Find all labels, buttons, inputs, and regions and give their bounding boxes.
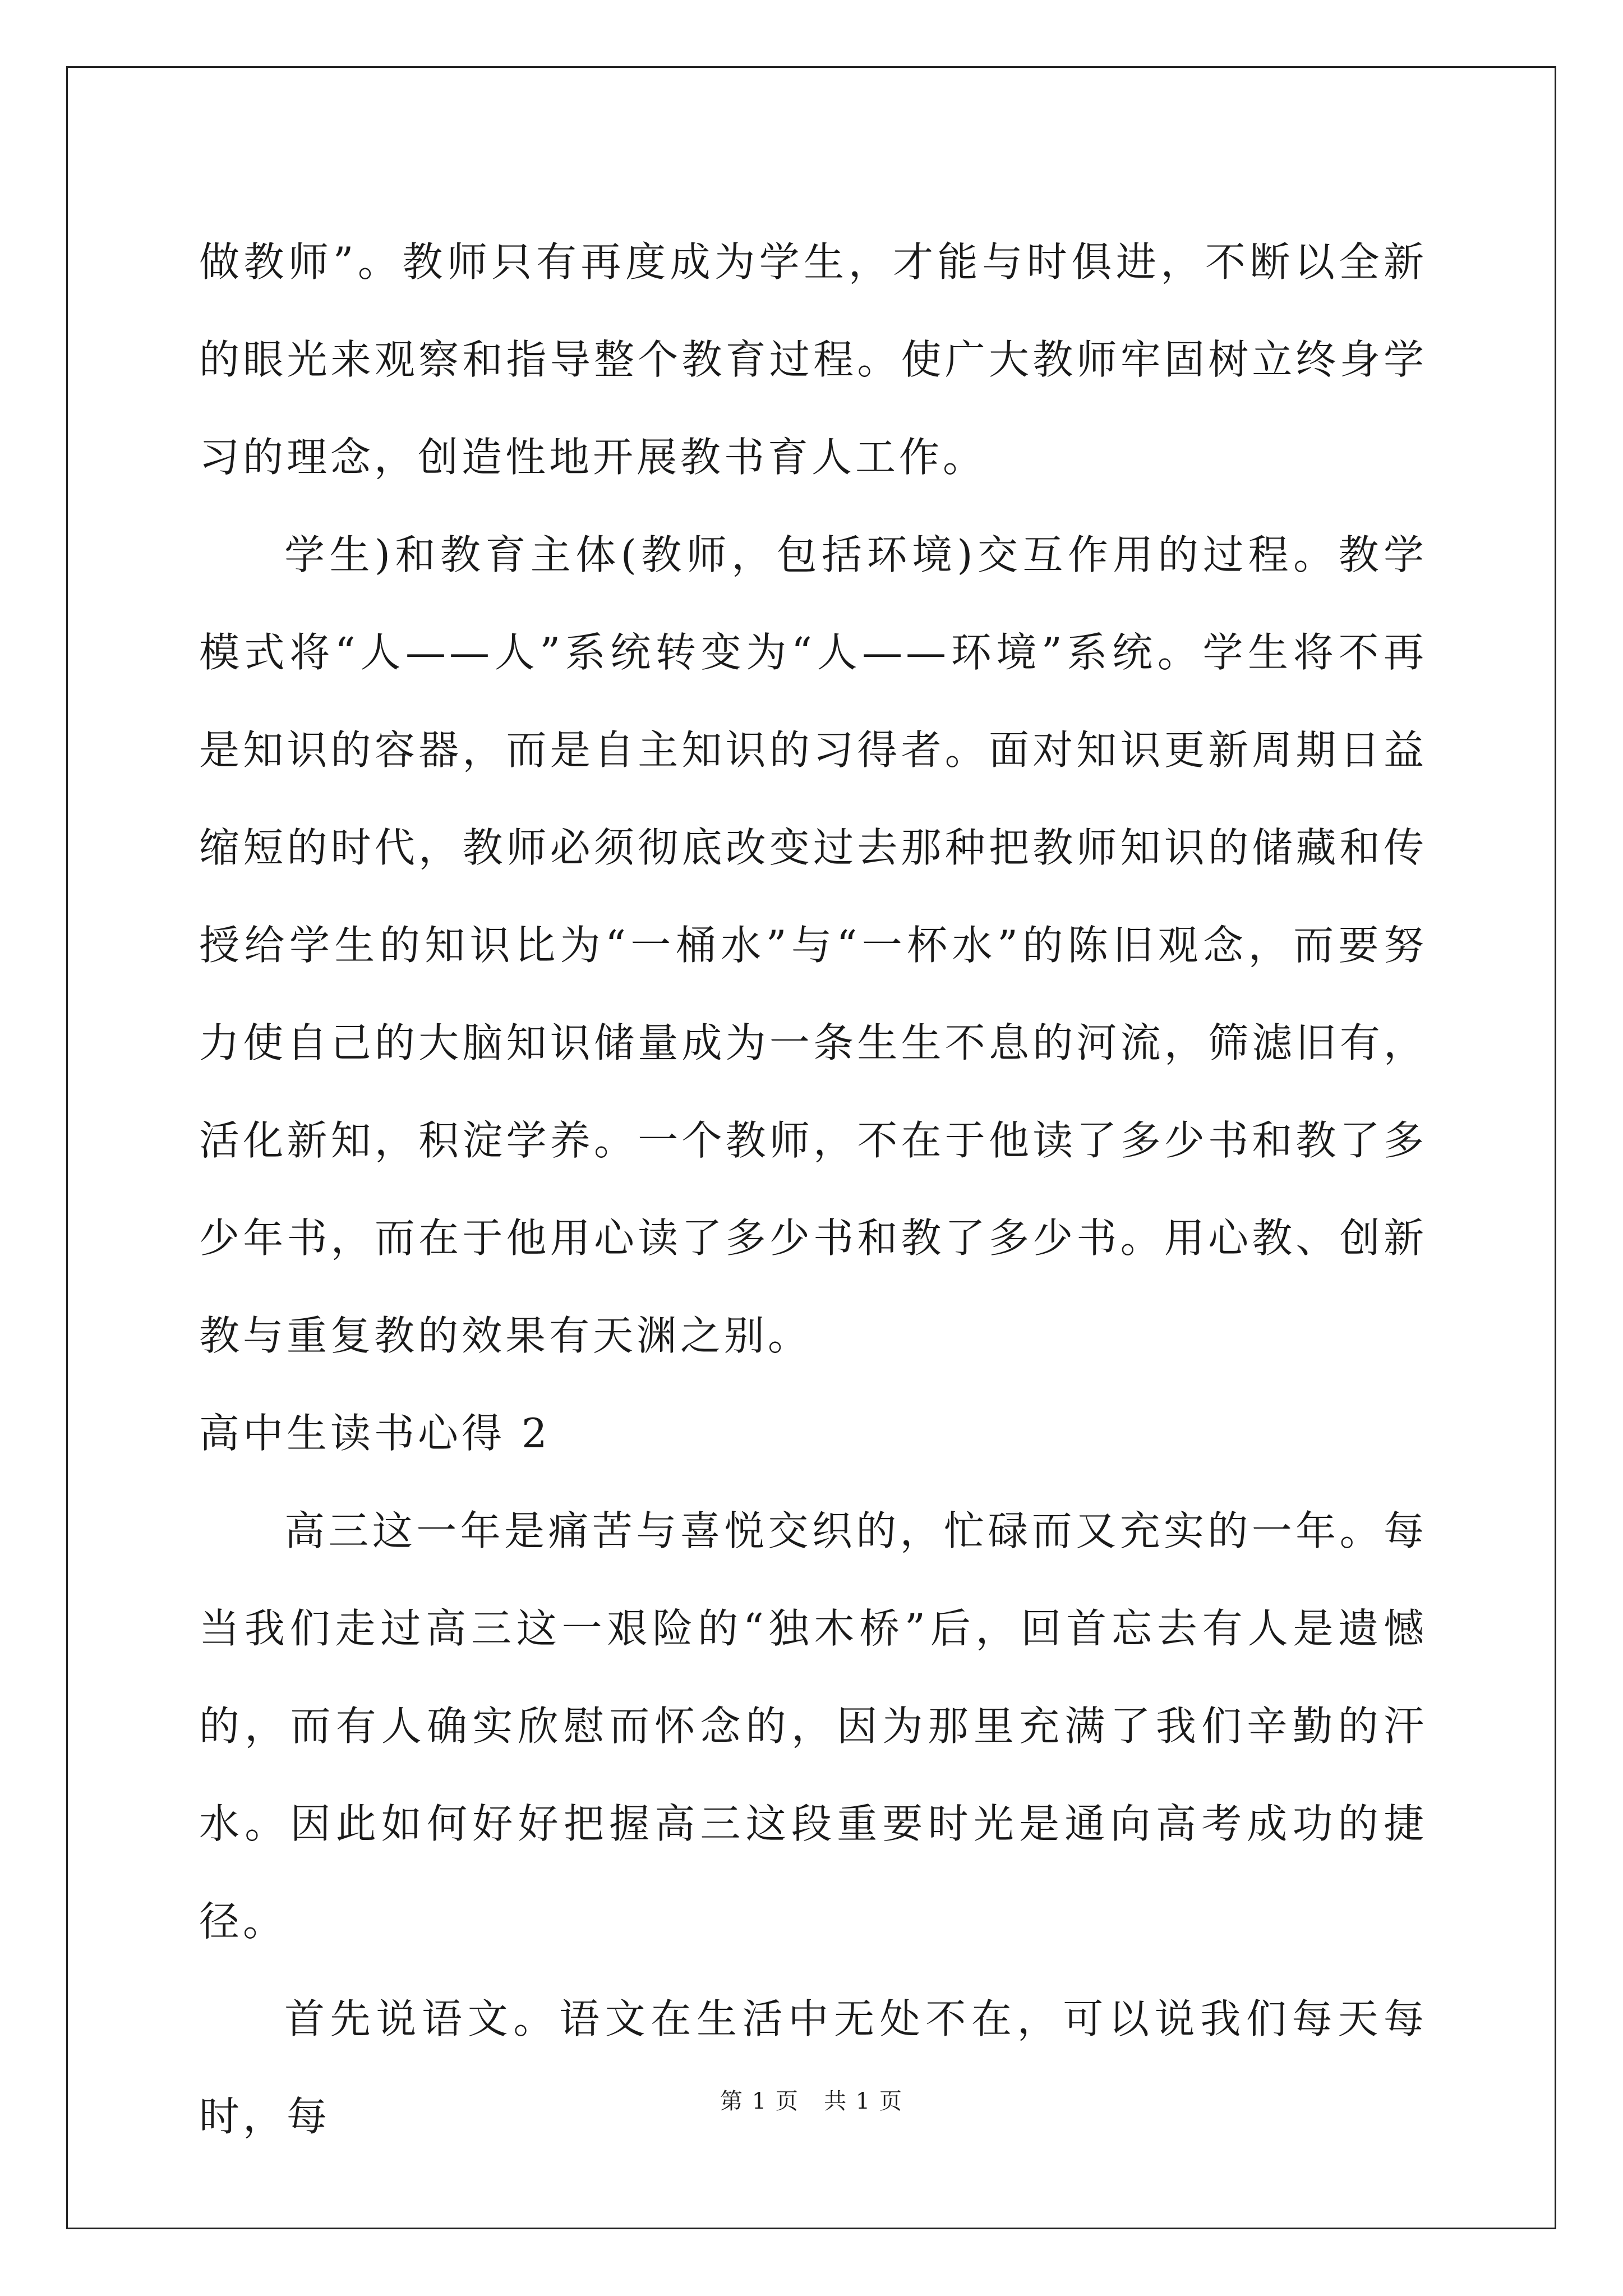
page-number: 第 1 页 xyxy=(720,2088,799,2114)
paragraph-2: 学生)和教育主体(教师，包括环境)交互作用的过程。教学模式将“人——人”系统转变为“人——环境”系统。学生将不再是知识的容器，而是自主知识的习得者。面对知识更新周期日益缩短的时代，教师必须彻底改变过去那种把教师知识的储藏和传授给学生的知识比为“一桶水”与“一杯水”的陈旧观念，而要努力使自己的大脑知识储量成为一条生生不息的河流，筛滤旧有，活化新知，积淀学养。一个教师，不在于他读了多少书和教了多少年书，而在于他用心读了多少书和教了多少书。用心教、创新教与重复教的效果有天渊之别。 xyxy=(199,531,1427,1359)
paragraph-4: 首先说语文。语文在生活中无处不在，可以说我们每天每时，每 xyxy=(199,1995,1427,2140)
page-footer xyxy=(0,2083,1623,2115)
document-body xyxy=(199,213,1427,2165)
footer-spacer xyxy=(799,2088,824,2114)
paragraph-1: 做教师”。教师只有再度成为学生，才能与时俱进，不断以全新的眼光来观察和指导整个教育过程。使广大教师牢固树立终身学习的理念，创造性地开展教书育人工作。 xyxy=(199,238,1427,481)
section-heading: 高中生读书心得 2 xyxy=(199,1410,551,1457)
page-total: 共 1 页 xyxy=(824,2088,903,2114)
paragraph-3: 高三这一年是痛苦与喜悦交织的，忙碌而又充实的一年。每当我们走过高三这一艰险的“独木桥”后，回首忘去有人是遗憾的，而有人确实欣慰而怀念的，因为那里充满了我们辛勤的汗水。因此如何好好把握高三这段重要时光是通向高考成功的捷径。 xyxy=(199,1507,1427,1945)
